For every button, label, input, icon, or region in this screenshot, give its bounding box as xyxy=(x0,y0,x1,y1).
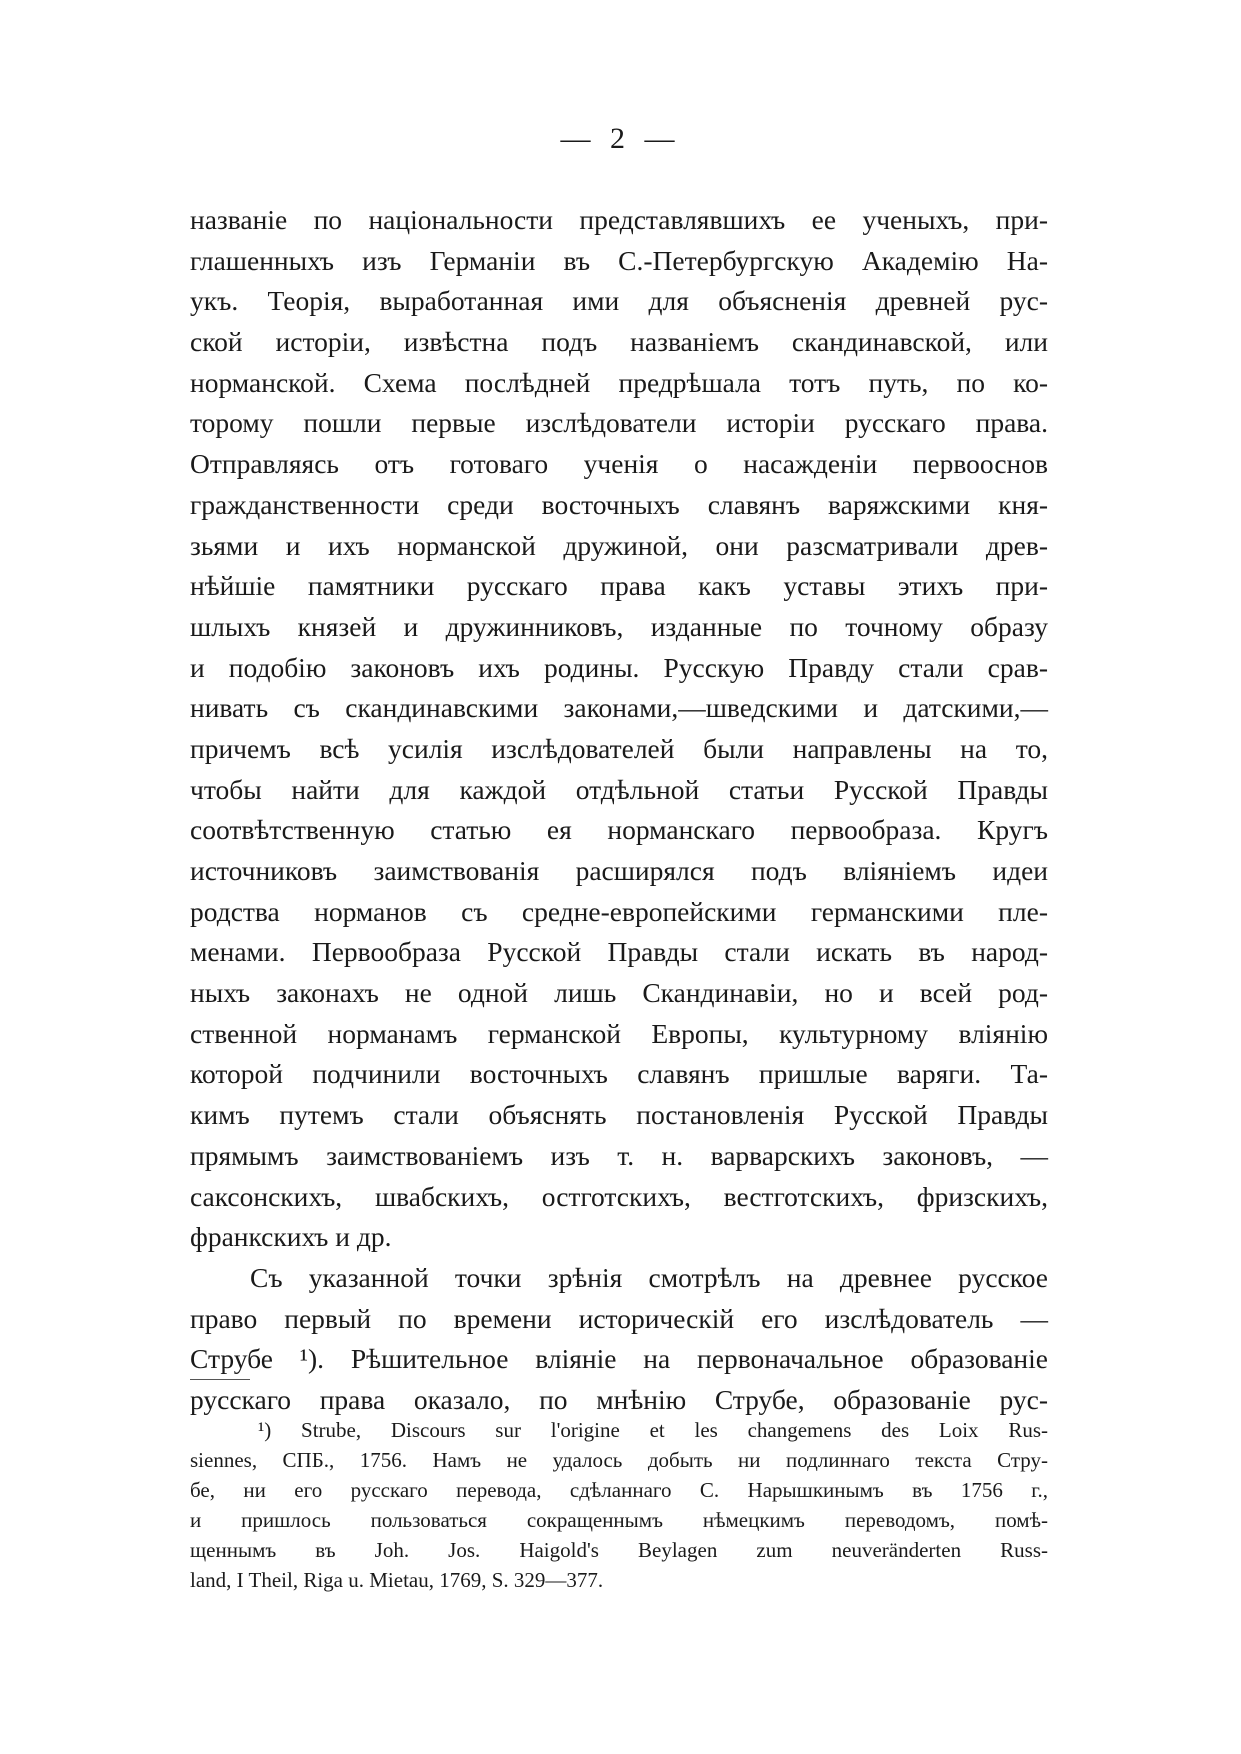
body-text xyxy=(190,200,1048,1421)
text-line: русскаго права оказало, по мнѣнію Струбе, образованіе рус- xyxy=(190,1383,1048,1415)
text-line: укъ. Теорія, выработанная ими для объясненія древней рус- xyxy=(190,285,1048,317)
text-line: право первый по времени историческій его изслѣдователь — xyxy=(190,1302,1048,1334)
text-line: ныхъ законахъ не одной лишь Скандинавіи, но и всей род- xyxy=(190,977,1048,1009)
text-line: которой подчинили восточныхъ славянъ пришлые варяги. Та- xyxy=(190,1058,1048,1090)
text-line: торому пошли первые изслѣдователи исторіи русскаго права. xyxy=(190,407,1048,439)
paragraph xyxy=(190,1258,1048,1421)
text-line: прямымъ заимствованіемъ изъ т. н. варварскихъ законовъ, — xyxy=(190,1139,1048,1171)
footnote-line: land, I Theil, Riga u. Mietau, 1769, S. 329—377. xyxy=(190,1568,604,1592)
text-line: нѣйшіе памятники русскаго права какъ уставы этихъ при- xyxy=(190,570,1048,602)
text-line: шлыхъ князей и дружинниковъ, изданные по точному образу xyxy=(190,610,1048,642)
text-line: причемъ всѣ усилія изслѣдователей были направлены на то, xyxy=(190,732,1048,764)
text-line: соотвѣтственную статью ея норманскаго первообраза. Кругъ xyxy=(190,814,1048,846)
footnote-divider xyxy=(190,1379,250,1380)
text-line: кимъ путемъ стали объяснять постановленія Русской Правды xyxy=(190,1099,1048,1131)
text-line: франкскихъ и др. xyxy=(190,1221,392,1253)
text-line: чтобы найти для каждой отдѣльной статьи Русской Правды xyxy=(190,773,1048,805)
text-line: названіе по національности представлявшихъ ее ученыхъ, при- xyxy=(190,204,1048,235)
footnote-line: бе, ни его русскаго перевода, сдѣланнаго С. Нарышкинымъ въ 1756 г., xyxy=(190,1478,1048,1502)
text-line: глашенныхъ изъ Германіи въ С.-Петербургскую Академію На- xyxy=(190,244,1048,276)
footnote xyxy=(190,1415,1048,1595)
footnote-line: и пришлось пользоваться сокращеннымъ нѣмецкимъ переводомъ, помѣ- xyxy=(190,1508,1048,1532)
text-line: ственной норманамъ германской Европы, культурному вліянію xyxy=(190,1017,1048,1049)
text-line: ской исторіи, извѣстна подъ названіемъ скандинавской, или xyxy=(190,326,1048,358)
footnote-line: siennes, СПБ., 1756. Намъ не удалось добыть ни подлиннаго текста Стру- xyxy=(190,1448,1048,1472)
text-line: Отправляясь отъ готоваго ученія о насажденіи первооснов xyxy=(190,448,1048,480)
text-line: норманской. Схема послѣдней предрѣшала тотъ путь, по ко- xyxy=(190,366,1048,398)
paragraph xyxy=(190,200,1048,1258)
text-line: саксонскихъ, швабскихъ, остготскихъ, вестготскихъ, фризскихъ, xyxy=(190,1180,1048,1212)
text-line: Струбе ¹). Рѣшительное вліяніе на первоначальное образованіе xyxy=(190,1343,1048,1375)
text-line: менами. Первообраза Русской Правды стали искать въ народ- xyxy=(190,936,1048,968)
page-number: — 2 — xyxy=(560,122,681,155)
text-line: гражданственности среди восточныхъ славянъ варяжскими кня- xyxy=(190,488,1048,520)
footnote-line: ¹) Strube, Discours sur l'origine et les changemens des Loix Rus- xyxy=(258,1418,1048,1442)
text-line: Съ указанной точки зрѣнія смотрѣлъ на древнее русское xyxy=(250,1261,1048,1293)
text-line: и подобію законовъ ихъ родины. Русскую Правду стали срав- xyxy=(190,651,1048,683)
text-line: родства норманов съ средне-европейскими германскими пле- xyxy=(190,895,1048,927)
footnote-line: щеннымъ въ Joh. Jos. Haigold's Beylagen zum neuveränderten Russ- xyxy=(190,1538,1048,1562)
text-line: нивать съ скандинавскими законами,—шведскими и датскими,— xyxy=(190,692,1048,724)
text-line: источниковъ заимствованія расширялся подъ вліяніемъ идеи xyxy=(190,855,1048,886)
text-line: зьями и ихъ норманской дружиной, они разсматривали древ- xyxy=(190,529,1048,561)
